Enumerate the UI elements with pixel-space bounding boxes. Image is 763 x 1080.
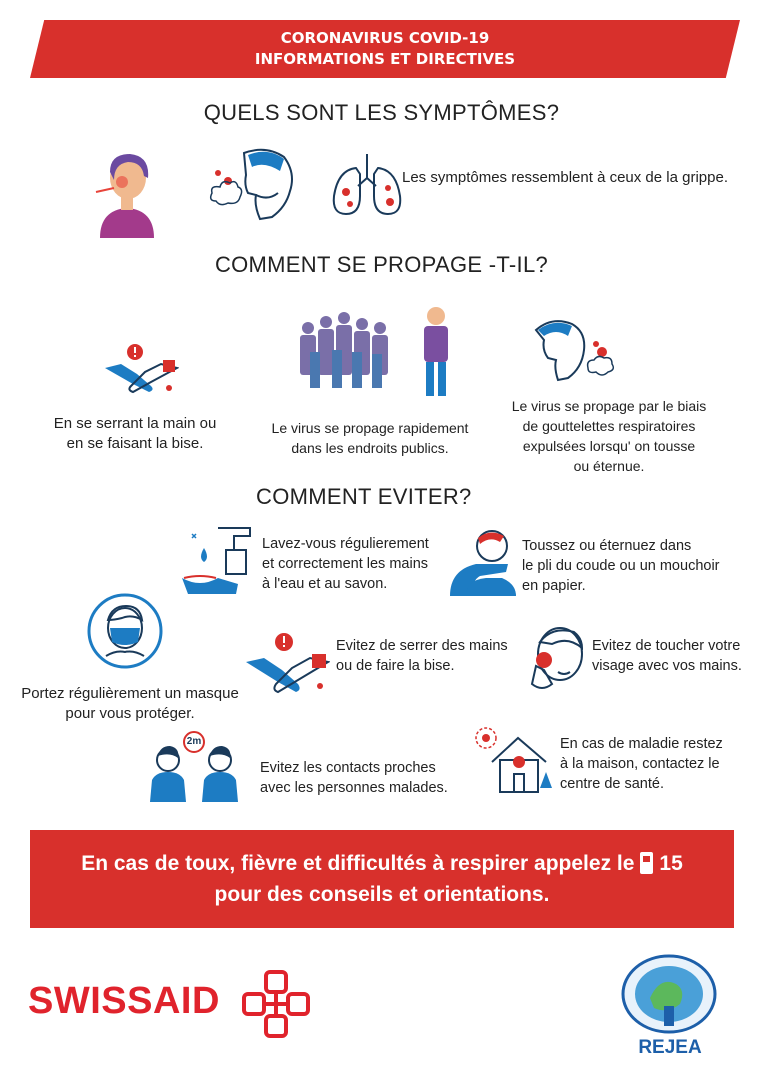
crowd-icon (296, 302, 466, 402)
spread-public-text (270, 418, 470, 458)
distance-badge: 2m (186, 736, 202, 747)
prevent-mask-text (10, 684, 250, 724)
prevent-distance-line2: avec les personnes malades. (260, 780, 448, 796)
prevent-face-line2: visage avec vos mains. (592, 658, 742, 674)
prevent-mask-line2: pour vous protéger. (65, 705, 195, 722)
prevent-cough-line1: Toussez ou éternuez dans (522, 538, 692, 554)
prevent-home-line2: à la maison, contactez le (560, 756, 720, 772)
prevent-wash-line2: et correctement les mains (262, 556, 429, 572)
handshake-icon (103, 340, 179, 396)
header-title (40, 28, 730, 70)
spread-public-line2: dans les endroits publics. (291, 440, 449, 456)
prevent-cough-line3: en papier. (522, 578, 586, 594)
callout-number: 15 (659, 852, 683, 875)
prevent-cough-line2: le pli du coude ou un mouchoir (522, 558, 720, 574)
symptoms-heading: QUELS SONT LES SYMPTÔMES? (203, 100, 560, 125)
callout-line1 (30, 848, 734, 879)
prevent-shake-line1: Evitez de serrer des mains (336, 638, 508, 654)
prevent-distance-text (260, 758, 470, 798)
spread-droplets-line2: de gouttelettes respiratoires (522, 418, 696, 434)
prevent-shake-text (336, 636, 536, 676)
prevent-wash-line3: à l'eau et au savon. (262, 576, 388, 592)
touch-face-icon (522, 622, 592, 694)
sneezing-person-icon (208, 145, 298, 227)
spread-droplets-line3: expulsées lorsqu' on tousse (522, 438, 696, 454)
prevent-home-text (560, 734, 750, 794)
lungs-icon (330, 152, 404, 218)
prevent-face-text (592, 636, 757, 676)
prevent-wash-text (262, 534, 462, 594)
callout-line2: pour des conseils et orientations. (214, 883, 550, 906)
spread-handshake-line1: En se serrant la main ou (53, 415, 217, 432)
phone-icon (640, 852, 653, 874)
spread-heading: COMMENT SE PROPAGE -T-IL? (214, 252, 549, 277)
header-title-line1: CORONAVIRUS COVID-19 (280, 29, 490, 47)
prevent-home-line3: centre de santé. (560, 776, 664, 792)
spread-droplets-line4: ou éternue. (573, 458, 645, 474)
cough-spread-icon (528, 316, 618, 386)
cough-elbow-icon (446, 524, 520, 596)
prevent-cough-text (522, 536, 754, 596)
rejea-logo-icon (620, 954, 718, 1034)
swissaid-logo-icon (240, 968, 312, 1040)
spread-handshake-text (30, 414, 240, 454)
symptoms-text: Les symptômes ressemblent à ceux de la grippe. (402, 169, 728, 186)
spread-droplets-line1: Le virus se propage par le biais (511, 398, 707, 414)
prevent-heading: COMMENT EVITER? (256, 484, 472, 509)
avoid-handshake-icon (244, 628, 330, 698)
prevent-shake-line2: ou de faire la bise. (336, 658, 455, 674)
prevent-distance-line1: Evitez les contacts proches (260, 760, 436, 776)
prevent-wash-line1: Lavez-vous régulierement (262, 536, 429, 552)
prevent-home-line1: En cas de maladie restez (560, 736, 723, 752)
spread-public-line1: Le virus se propage rapidement (271, 420, 469, 436)
header-title-line2: INFORMATIONS ET DIRECTIVES (254, 50, 516, 68)
fever-person-icon (92, 150, 162, 238)
prevent-face-line1: Evitez de toucher votre (592, 638, 741, 654)
rejea-wordmark: REJEA (638, 1037, 702, 1058)
callout-line1-text: En cas de toux, fièvre et difficultés à respirer appelez le (81, 852, 635, 875)
stay-home-icon (472, 726, 556, 796)
callout-text (30, 848, 734, 910)
prevent-mask-line1: Portez régulièrement un masque (21, 685, 239, 702)
spread-droplets-text (494, 396, 724, 476)
handwashing-icon (178, 522, 254, 598)
spread-handshake-line2: en se faisant la bise. (66, 435, 204, 452)
swissaid-wordmark: SWISSAID (28, 980, 220, 1022)
mask-icon (86, 592, 164, 670)
